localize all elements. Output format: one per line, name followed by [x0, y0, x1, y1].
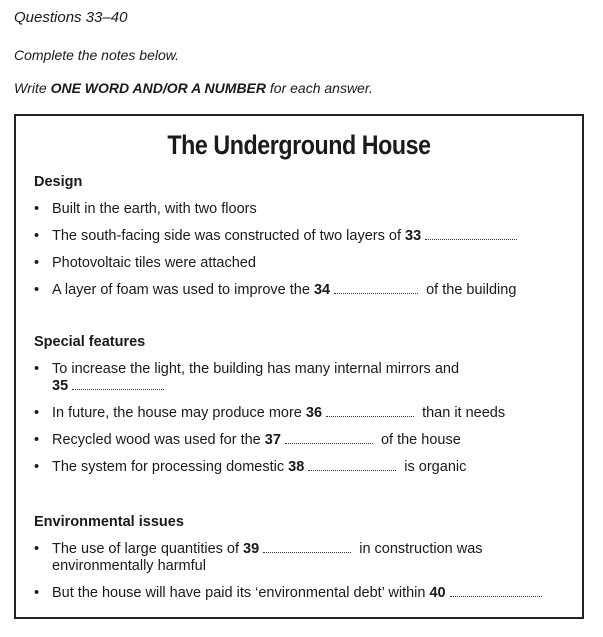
note-text: in construction was environmentally harmful	[52, 541, 483, 574]
question-number-34: 34	[313, 282, 331, 298]
list-item	[34, 282, 568, 299]
section-heading-special: Special features	[34, 334, 146, 350]
note-text: The system for processing domestic	[52, 459, 289, 475]
note-text: of the building	[422, 282, 517, 298]
note-text: But the house will have paid its ‘environmental debt’ within	[52, 585, 430, 601]
answer-blank-40[interactable]	[450, 586, 542, 597]
question-number-38: 38	[288, 459, 305, 475]
section-heading-design: Design	[34, 174, 83, 190]
note-text: In future, the house may produce more	[52, 405, 306, 421]
note-text: A layer of foam was used to improve the	[52, 282, 314, 298]
list-item	[34, 459, 568, 476]
answer-blank-36[interactable]	[326, 406, 414, 417]
list-item	[34, 255, 568, 272]
answer-blank-35[interactable]	[72, 379, 164, 390]
note-text: Built in the earth, with two floors	[52, 201, 257, 217]
list-item	[34, 361, 568, 395]
answer-blank-37[interactable]	[285, 433, 373, 444]
note-text: Recycled wood was used for the	[52, 432, 265, 448]
answer-blank-33[interactable]	[425, 229, 517, 240]
instruction-word-limit	[14, 80, 373, 96]
instruction-suffix: for each answer.	[266, 80, 373, 96]
question-number-35: 35	[52, 378, 69, 394]
notes-title: The Underground House	[167, 130, 431, 160]
note-text: The use of large quantities of	[52, 541, 244, 557]
instruction-complete-notes: Complete the notes below.	[14, 47, 179, 63]
instruction-bold: ONE WORD AND/OR A NUMBER	[50, 80, 266, 96]
list-item	[34, 405, 568, 422]
section-environmental-issues	[34, 514, 568, 602]
question-number-40: 40	[429, 585, 446, 601]
note-text: Photovoltaic tiles were attached	[52, 255, 256, 271]
section-special-features	[34, 334, 568, 476]
list-item	[34, 585, 568, 602]
note-text: of the house	[376, 432, 461, 448]
list-item	[34, 201, 568, 218]
questions-title: Questions 33–40	[14, 9, 128, 26]
question-number-39: 39	[243, 541, 260, 557]
note-text: To increase the light, the building has many internal mirrors and	[52, 361, 460, 377]
answer-blank-34[interactable]	[334, 283, 418, 294]
note-text: is organic	[400, 459, 467, 475]
notes-box	[14, 114, 584, 619]
question-number-33: 33	[405, 228, 422, 244]
list-item	[34, 432, 568, 449]
question-number-37: 37	[264, 432, 281, 448]
instruction-prefix: Write	[14, 80, 51, 96]
answer-blank-38[interactable]	[308, 460, 396, 471]
list-item	[34, 228, 568, 245]
section-heading-environment: Environmental issues	[34, 514, 184, 530]
note-text: The south-facing side was constructed of two layers of	[52, 228, 406, 244]
list-item	[34, 541, 568, 575]
answer-blank-39[interactable]	[263, 542, 351, 553]
question-number-36: 36	[305, 405, 323, 421]
note-text: than it needs	[418, 405, 506, 421]
section-design	[34, 174, 568, 299]
